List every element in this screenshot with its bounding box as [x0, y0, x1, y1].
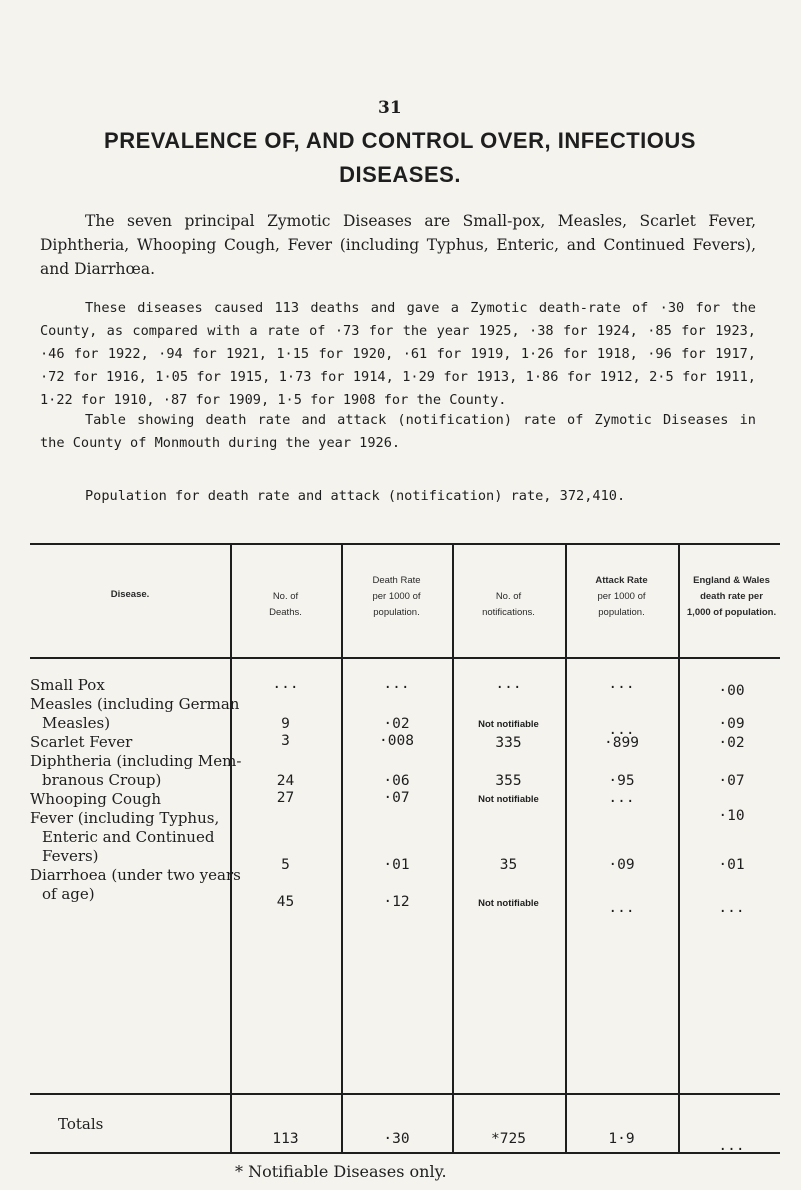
population-note: Population for death rate and attack (notification) rate, 372,410.	[85, 488, 626, 504]
label-diphtheria	[30, 752, 241, 790]
table-caption: Table showing death rate and attack (notification) rate of Zymotic Diseases in the County of Monmouth during the year 1926.	[40, 412, 756, 451]
cell-notifications: 335	[495, 735, 522, 751]
header-england-line: 1,000 of population.	[686, 607, 777, 618]
label-line: of age)	[42, 885, 95, 903]
header-death-rate-line: Death Rate	[372, 575, 421, 586]
cell-deaths: ...	[272, 676, 299, 692]
header-attack-rate-line: Attack Rate	[595, 575, 648, 586]
cell-deaths-total: 113	[272, 1131, 299, 1147]
label-totals: Totals	[58, 1115, 104, 1133]
cell-deaths: 3	[281, 733, 290, 749]
header-england-line: England & Wales	[693, 575, 770, 586]
cell-attack-rate: ·09	[608, 857, 635, 873]
title-line-1: PREVALENCE OF, AND CONTROL OVER, INFECTIOUS	[104, 128, 696, 153]
cell-attack-rate: ...	[608, 900, 635, 916]
header-disease: Disease.	[110, 589, 150, 600]
cell-death-rate: ·06	[383, 773, 410, 789]
cell-attack-rate: ·95	[608, 773, 635, 789]
cell-england: ·02	[718, 735, 745, 751]
cell-notifications: Not notifiable	[478, 794, 539, 805]
header-attack-rate-line: population.	[598, 607, 645, 618]
table-top-rule	[30, 543, 780, 545]
label-line: Diphtheria (including Mem-	[30, 752, 242, 770]
label-fever	[30, 809, 219, 866]
header-notifications-line: No. of	[495, 591, 522, 602]
cell-england: ·00	[718, 683, 745, 699]
label-line: Measles (including German	[30, 695, 240, 713]
cell-attack-rate: ...	[608, 722, 635, 738]
header-deaths	[230, 589, 341, 621]
cell-attack-rate-total: 1·9	[608, 1131, 635, 1147]
header-england-wales	[679, 573, 784, 621]
cell-deaths: 5	[281, 857, 290, 873]
col-divider-3	[452, 543, 454, 1154]
cell-attack-rate: ...	[608, 790, 635, 806]
footnote: * Notifiable Diseases only.	[235, 1162, 447, 1181]
label-line: Fever (including Typhus,	[30, 809, 220, 827]
cell-death-rate: ·01	[383, 857, 410, 873]
header-death-rate-line: population.	[373, 607, 420, 618]
header-attack-rate	[565, 573, 678, 621]
cell-deaths: 45	[276, 894, 295, 910]
cell-notifications: Not notifiable	[478, 898, 539, 909]
page-number: 31	[378, 98, 402, 118]
cell-deaths: 9	[281, 716, 290, 732]
cell-england-total: ...	[718, 1138, 745, 1154]
col-divider-5	[678, 543, 680, 1154]
label-line: branous Croup)	[42, 771, 162, 789]
cell-england: ·07	[718, 773, 745, 789]
cell-notifications-total: *725	[491, 1131, 526, 1147]
label-whooping-cough: Whooping Cough	[30, 790, 162, 808]
death-rate-paragraph: These diseases caused 113 deaths and gave a Zymotic death-rate of ·30 for the County, as compared with a rate of ·73 for the year 1925, ·38 for 1924, ·85 for 1923, ·46 for 1922, ·94 for 1921, 1·15 for 1920, ·61 for 1919, 1·26 for 1918, ·96 for 1917, ·72 for 1916, 1·05 for 1915, 1·73 for 1914, 1·29 for 1913, 1·86 for 1912, 2·5 for 1911, 1·22 for 1910, ·87 for 1909, 1·5 for 1908 for the County.	[40, 300, 756, 408]
header-bottom-rule	[30, 657, 780, 659]
cell-death-rate: ·07	[383, 790, 410, 806]
cell-england: ·09	[718, 716, 745, 732]
intro-paragraph: The seven principal Zymotic Diseases are Small-pox, Measles, Scarlet Fever, Diphtheria, Whooping Cough, Fever (including Typhus, Enteric, and Continued Fevers), and Diarrhœa.	[40, 212, 756, 278]
header-deaths-line: Deaths.	[269, 607, 302, 618]
body-bottom-rule	[30, 1093, 780, 1095]
col-divider-2	[341, 543, 343, 1154]
label-line: Enteric and Continued	[42, 828, 215, 846]
label-line: Measles)	[42, 714, 111, 732]
cell-notifications: Not notifiable	[478, 719, 539, 730]
cell-notifications: 35	[499, 857, 518, 873]
header-notifications	[452, 589, 565, 621]
header-death-rate	[341, 573, 452, 621]
col-divider-4	[565, 543, 567, 1154]
header-attack-rate-line: per 1000 of	[597, 591, 646, 602]
header-notifications-line: notifications.	[482, 607, 535, 618]
header-deaths-line: No. of	[272, 591, 299, 602]
cell-england: ·01	[718, 857, 745, 873]
cell-notifications: 355	[495, 773, 522, 789]
cell-deaths: 27	[276, 790, 295, 806]
cell-attack-rate: ...	[608, 676, 635, 692]
cell-death-rate: ·12	[383, 894, 410, 910]
cell-death-rate-total: ·30	[383, 1131, 410, 1147]
label-small-pox: Small Pox	[30, 676, 105, 694]
label-line: Fevers)	[42, 847, 99, 865]
header-england-line: death rate per	[700, 591, 763, 602]
label-measles	[30, 695, 239, 733]
cell-death-rate: ·008	[379, 733, 414, 749]
cell-notifications: ...	[495, 676, 522, 692]
table-bottom-rule	[30, 1152, 780, 1154]
cell-deaths: 24	[276, 773, 295, 789]
cell-england: ...	[718, 900, 745, 916]
header-death-rate-line: per 1000 of	[372, 591, 421, 602]
label-scarlet-fever: Scarlet Fever	[30, 733, 133, 751]
cell-death-rate: ...	[383, 676, 410, 692]
title-line-2: DISEASES.	[339, 162, 461, 187]
label-line: Diarrhoea (under two years	[30, 866, 241, 884]
cell-attack-rate: ·899	[604, 735, 639, 751]
cell-england: ·10	[718, 808, 745, 824]
label-diarrhoea	[30, 866, 241, 904]
cell-death-rate: ·02	[383, 716, 410, 732]
col-divider-1	[230, 543, 232, 1154]
